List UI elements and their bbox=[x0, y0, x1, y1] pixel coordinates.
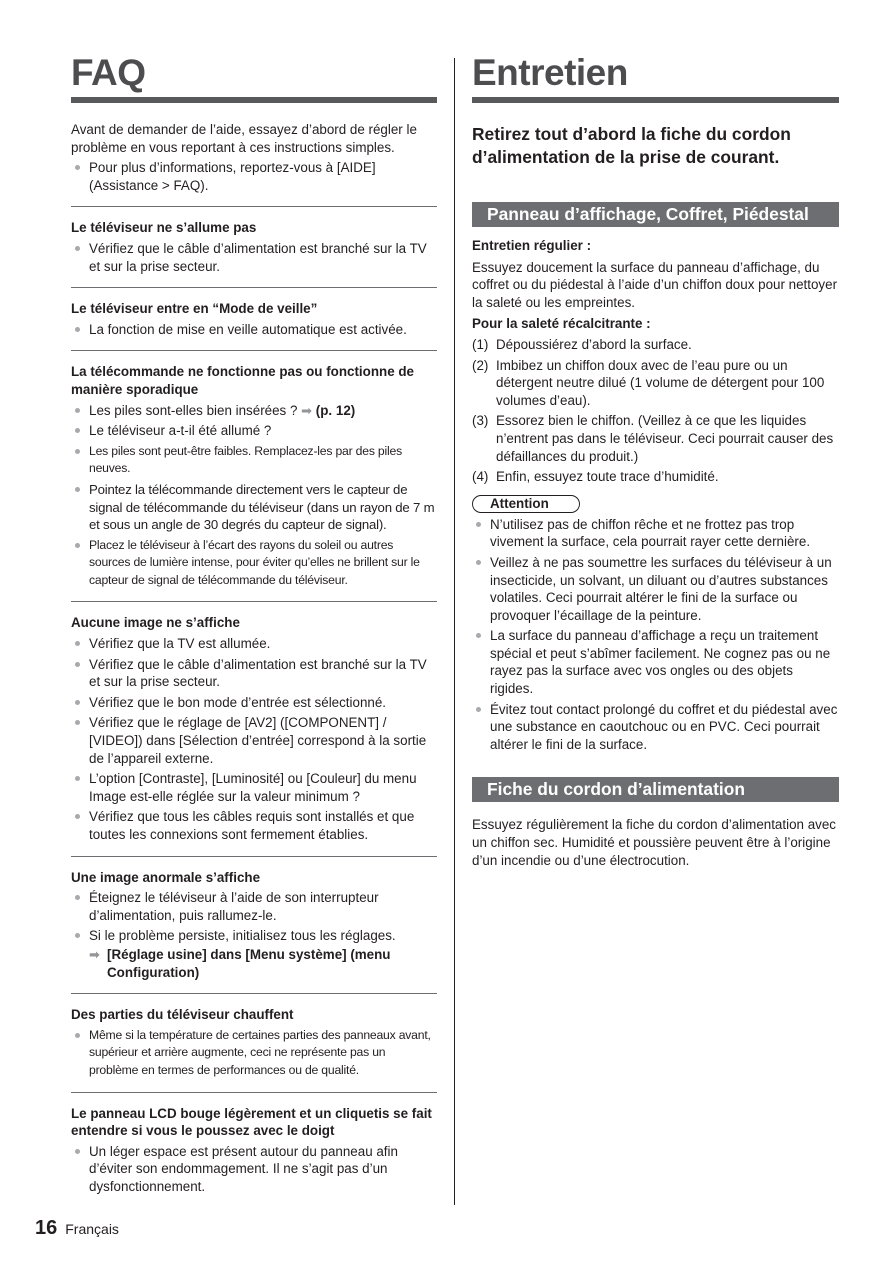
attention-bullet: Évitez tout contact prolongé du coffret et du piédestal avec une substance en caoutchouc ou en PVC. Ceci pourrait altérer le fini de la surface. bbox=[472, 701, 839, 754]
faq-heading: Le téléviseur ne s’allume pas bbox=[71, 220, 257, 236]
faq-heading: Le téléviseur entre en “Mode de veille” bbox=[71, 301, 318, 317]
regular-label: Entretien régulier : bbox=[472, 238, 592, 253]
page-footer bbox=[35, 1217, 119, 1240]
attention-bullet: Veillez à ne pas soumettre les surfaces du téléviseur à un insecticide, un solvant, un diluant ou d’autres substances volatiles. Ceci pourrait altérer le fini de la surface ou provoquer l’écaillage de la peinture. bbox=[472, 554, 839, 624]
faq-bullet: Un léger espace est présent autour du panneau afin d’éviter son endommagement. Il ne s’agit pas d’un dysfonctionnement. bbox=[71, 1143, 437, 1196]
faq-section-power bbox=[71, 207, 437, 287]
faq-bullet: Même si la température de certaines parties des panneaux avant, supérieur et arrière augmente, ceci ne représente pas un problème en termes de performances ou de qualité. bbox=[71, 1027, 437, 1080]
arrow-right-icon: ➡ bbox=[301, 402, 313, 418]
page-language: Français bbox=[65, 1221, 119, 1237]
panel-section-body bbox=[472, 237, 839, 753]
attention-bullet: La surface du panneau d’affichage a reçu un traitement spécial et peut s’abîmer facilement. Ne cognez pas ou ne rayez pas la surface avec vos ongles ou des objets rigides. bbox=[472, 627, 839, 697]
menu-reference: ➡ [Réglage usine] dans [Menu système] (menu Configuration) bbox=[89, 946, 391, 980]
faq-heading: Une image anormale s’affiche bbox=[71, 869, 261, 885]
faq-bullet: Vérifiez que le câble d’alimentation est branché sur la TV et sur la prise secteur. bbox=[71, 656, 437, 691]
entretien-title: Entretien bbox=[472, 52, 628, 93]
faq-bullet: Vérifiez que le réglage de [AV2] ([COMPONENT] / [VIDEO]) dans [Sélection d’entrée] correspond à la sortie de l’appareil externe. bbox=[71, 714, 437, 767]
faq-bullet: Vérifiez que le bon mode d’entrée est sélectionné. bbox=[71, 694, 437, 712]
cleaning-steps bbox=[472, 336, 839, 486]
attention-bullet: N’utilisez pas de chiffon rêche et ne frottez pas trop vivement la surface, cela pourrait rayer cette dernière. bbox=[472, 516, 839, 551]
regular-text: Essuyez doucement la surface du panneau d’affichage, du coffret ou du piédestal à l’aide d’un chiffon doux pour nettoyer la saleté ou les empreintes. bbox=[472, 259, 838, 310]
faq-bullet: Vérifiez que le câble d’alimentation est branché sur la TV et sur la prise secteur. bbox=[71, 240, 437, 275]
cord-text: Essuyez régulièrement la fiche du cordon d’alimentation avec un chiffon sec. Humidité et poussière peuvent être à l’origine d’un incendie ou d’une électrocution. bbox=[472, 817, 836, 868]
entretien-lead: Retirez tout d’abord la fiche du cordon d’alimentation de la prise de courant. bbox=[472, 124, 791, 167]
faq-heading: Des parties du téléviseur chauffent bbox=[71, 1007, 294, 1023]
cleaning-step: (2) Imbibez un chiffon doux avec de l’eau pure ou un détergent neutre dilué (1 volume de détergent pour 100 volumes d’eau). bbox=[472, 357, 825, 408]
faq-heading: La télécommande ne fonctionne pas ou fonctionne de manière sporadique bbox=[71, 364, 414, 397]
cleaning-step: (3) Essorez bien le chiffon. (Veillez à ce que les liquides n’entrent pas dans le téléviseur. Ceci pourrait causer des défaillances du produit.) bbox=[472, 413, 834, 464]
faq-intro-list bbox=[71, 159, 437, 194]
arrow-right-icon: ➡ bbox=[89, 946, 100, 962]
column-divider bbox=[454, 58, 455, 1205]
faq-section-remote bbox=[71, 351, 437, 601]
page-number: 16 bbox=[35, 1217, 58, 1239]
cord-section-heading: Fiche du cordon d’alimentation bbox=[472, 777, 839, 802]
faq-heading: Aucune image ne s’affiche bbox=[71, 615, 240, 631]
faq-title-bar bbox=[71, 97, 437, 103]
faq-bullet: Si le problème persiste, initialisez tous les réglages. ➡ [Réglage usine] dans [Menu système] (menu Configuration) bbox=[71, 927, 437, 981]
panel-section-heading: Panneau d’affichage, Coffret, Piédestal bbox=[472, 202, 839, 227]
faq-bullet: Les piles sont peut-être faibles. Remplacez-les par des piles neuves. bbox=[71, 443, 437, 478]
attention-label: Attention bbox=[472, 495, 580, 513]
faq-bullet: Les piles sont-elles bien insérées ? ➡ (p. 12) bbox=[71, 402, 437, 420]
cleaning-step: (4) Enfin, essuyez toute trace d’humidité. bbox=[472, 469, 719, 485]
faq-section-no-image bbox=[71, 602, 437, 855]
faq-section-lcd-panel bbox=[71, 1093, 437, 1208]
entretien-title-bar bbox=[472, 97, 839, 103]
page-reference: (p. 12) bbox=[315, 402, 356, 418]
faq-heading: Le panneau LCD bouge légèrement et un cliquetis se fait entendre si vous le poussez avec le doigt bbox=[71, 1105, 432, 1139]
attention-list bbox=[472, 516, 839, 754]
faq-section-abnormal-image bbox=[71, 857, 437, 994]
faq-section-standby bbox=[71, 288, 437, 350]
faq-column bbox=[71, 50, 437, 1208]
faq-bullet: Pointez la télécommande directement vers le capteur de signal de télécommande du téléviseur (dans un rayon de 7 m et sous un angle de 30 degrés du capteur de signal). bbox=[71, 481, 437, 534]
faq-intro: Avant de demander de l’aide, essayez d’abord de régler le problème en vous reportant à ces instructions simples. bbox=[71, 122, 417, 155]
stubborn-label: Pour la saleté récalcitrante : bbox=[472, 316, 651, 332]
entretien-column bbox=[472, 50, 839, 869]
faq-intro-bullet: Pour plus d’informations, reportez-vous à [AIDE] (Assistance > FAQ). bbox=[71, 159, 437, 194]
faq-section-heat bbox=[71, 994, 437, 1091]
faq-bullet: L’option [Contraste], [Luminosité] ou [Couleur] du menu Image est-elle réglée sur la valeur minimum ? bbox=[71, 770, 437, 805]
faq-bullet: Vérifiez que tous les câbles requis sont installés et que toutes les connexions sont fermement établies. bbox=[71, 808, 437, 843]
faq-bullet: Éteignez le téléviseur à l’aide de son interrupteur d’alimentation, puis rallumez-le. bbox=[71, 889, 437, 924]
faq-bullet: Vérifiez que la TV est allumée. bbox=[71, 635, 437, 653]
faq-bullet: Le téléviseur a-t-il été allumé ? bbox=[71, 422, 437, 440]
faq-bullet: La fonction de mise en veille automatique est activée. bbox=[71, 321, 437, 339]
faq-title: FAQ bbox=[71, 52, 146, 93]
cleaning-step: (1) Dépoussiérez d’abord la surface. bbox=[472, 336, 692, 352]
faq-bullet: Placez le téléviseur à l’écart des rayons du soleil ou autres sources de lumière intense, pour éviter qu’elles ne brillent sur le capteur de signal de télécommande du téléviseur. bbox=[71, 537, 437, 590]
